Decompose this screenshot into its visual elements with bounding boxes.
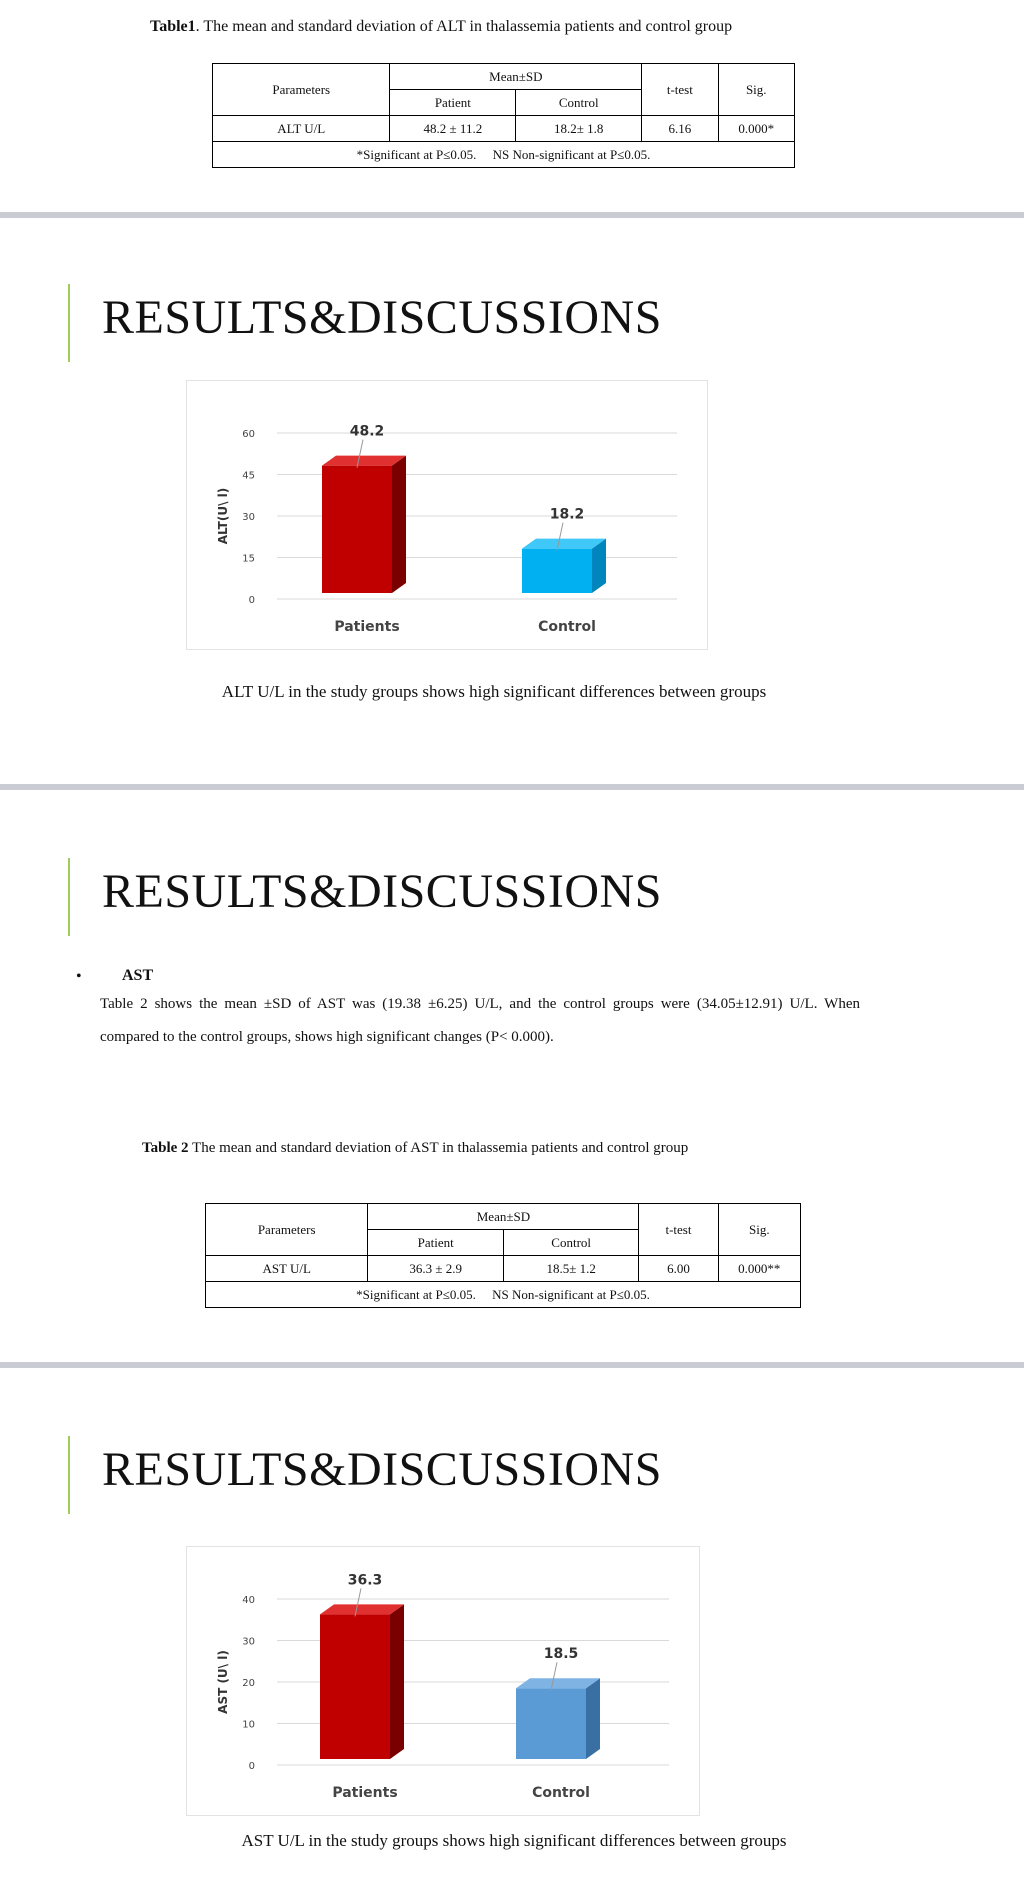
y-tick-label: 40 xyxy=(242,1595,255,1606)
slide4-chart-caption: AST U/L in the study groups shows high significant differences between groups xyxy=(241,1831,787,1850)
table2-header-ttest: t-test xyxy=(639,1204,718,1256)
slide2-heading: RESULTS&DISCUSSIONS xyxy=(102,291,662,344)
table1-header-ttest: t-test xyxy=(642,64,718,116)
ast-paragraph: Table 2 shows the mean ±SD of AST was (19.38 ±6.25) U/L, and the control groups were (34.05±12.91) U/L. When compared to the control groups, shows high significant changes (P< 0.000). xyxy=(100,996,860,1045)
ast-chart xyxy=(186,1546,700,1816)
bar-patients xyxy=(320,1614,390,1759)
slide3-heading: RESULTS&DISCUSSIONS xyxy=(102,865,662,918)
table2-caption xyxy=(142,1140,688,1157)
y-tick-label: 15 xyxy=(242,553,255,565)
table1-caption-label: Table1 xyxy=(150,18,196,35)
accent-bar xyxy=(68,1436,70,1514)
table2-caption-label: Table 2 xyxy=(142,1140,189,1156)
table2-header-mean-sd: Mean±SD xyxy=(368,1204,639,1230)
table2-cell-control: 18.5± 1.2 xyxy=(503,1256,639,1282)
table2-cell-sig: 0.000** xyxy=(718,1256,800,1282)
table1-cell-ttest: 6.16 xyxy=(642,116,718,142)
bar-patients xyxy=(322,466,392,593)
slide4-header xyxy=(68,1436,788,1514)
accent-bar xyxy=(68,284,70,362)
slide-ast-table xyxy=(0,790,1024,1362)
table2-footnote: *Significant at P≤0.05. NS Non-significant at P≤0.05. xyxy=(206,1282,801,1308)
table1-caption-text: . The mean and standard deviation of ALT in thalassemia patients and control group xyxy=(195,18,733,35)
data-label: 18.5 xyxy=(543,1646,579,1663)
slide3-header xyxy=(68,858,788,936)
data-label: 48.2 xyxy=(349,423,385,440)
table2-header-parameters: Parameters xyxy=(206,1204,368,1256)
table2-cell-patient: 36.3 ± 2.9 xyxy=(368,1256,503,1282)
slide2-header xyxy=(68,284,788,362)
data-label: 36.3 xyxy=(347,1572,383,1589)
table2-row xyxy=(206,1256,801,1282)
bullet-title-ast: AST xyxy=(122,967,154,984)
table1-cell-control: 18.2± 1.8 xyxy=(516,116,642,142)
bar-control xyxy=(516,1688,586,1759)
bullet-mark: • xyxy=(76,968,82,985)
table1-header-mean-sd: Mean±SD xyxy=(390,64,642,90)
bar-side xyxy=(390,1604,404,1759)
table1-row xyxy=(213,116,795,142)
chart-svg xyxy=(187,381,707,649)
table1-cell-parameter: ALT U/L xyxy=(213,116,390,142)
table1-cell-patient: 48.2 ± 11.2 xyxy=(390,116,516,142)
y-axis-label: ALT(U\ l) xyxy=(216,487,230,545)
table2-cell-ttest: 6.00 xyxy=(639,1256,718,1282)
y-tick-label: 10 xyxy=(242,1719,255,1731)
accent-bar xyxy=(68,858,70,936)
category-label: Patients xyxy=(334,619,400,635)
category-label: Control xyxy=(532,1785,590,1801)
slide-alt-chart xyxy=(0,218,1024,784)
slide-table1 xyxy=(0,0,1024,212)
table2 xyxy=(205,1203,801,1308)
table1-caption xyxy=(150,18,732,36)
table1-footnote: *Significant at P≤0.05. NS Non-significant at P≤0.05. xyxy=(213,142,795,168)
chart-svg xyxy=(187,1547,699,1815)
table2-header-control: Control xyxy=(503,1230,639,1256)
slide2-chart-caption: ALT U/L in the study groups shows high significant differences between groups xyxy=(221,682,767,701)
bar-control xyxy=(522,549,592,593)
y-axis-label: AST (U\ l) xyxy=(216,1650,230,1714)
y-tick-label: 45 xyxy=(242,470,255,482)
slide4-heading: RESULTS&DISCUSSIONS xyxy=(102,1443,662,1496)
table1-cell-sig: 0.000* xyxy=(718,116,795,142)
bar-top xyxy=(522,539,606,549)
table1-header-control: Control xyxy=(516,90,642,116)
alt-chart xyxy=(186,380,708,650)
category-label: Patients xyxy=(332,1785,398,1801)
table1-header-sig: Sig. xyxy=(718,64,795,116)
bar-side xyxy=(586,1678,600,1759)
y-tick-label: 60 xyxy=(242,429,255,440)
bar-side xyxy=(392,456,406,593)
table2-caption-text: The mean and standard deviation of AST in thalassemia patients and control group xyxy=(188,1140,689,1156)
bar-top xyxy=(320,1604,404,1614)
y-tick-label: 30 xyxy=(242,512,255,523)
y-tick-label: 30 xyxy=(242,1636,255,1648)
table2-cell-parameter: AST U/L xyxy=(206,1256,368,1282)
bar-top xyxy=(516,1678,600,1688)
bar-top xyxy=(322,456,406,466)
table1-header-patient: Patient xyxy=(390,90,516,116)
y-tick-label: 20 xyxy=(242,1678,255,1689)
table2-header-sig: Sig. xyxy=(718,1204,800,1256)
slide-ast-chart xyxy=(0,1368,1024,1879)
category-label: Control xyxy=(538,619,596,635)
table1 xyxy=(212,63,795,168)
data-label: 18.2 xyxy=(549,506,585,523)
table2-header-patient: Patient xyxy=(368,1230,503,1256)
y-tick-label: 0 xyxy=(248,1761,255,1772)
table1-header-parameters: Parameters xyxy=(213,64,390,116)
y-tick-label: 0 xyxy=(248,595,255,606)
